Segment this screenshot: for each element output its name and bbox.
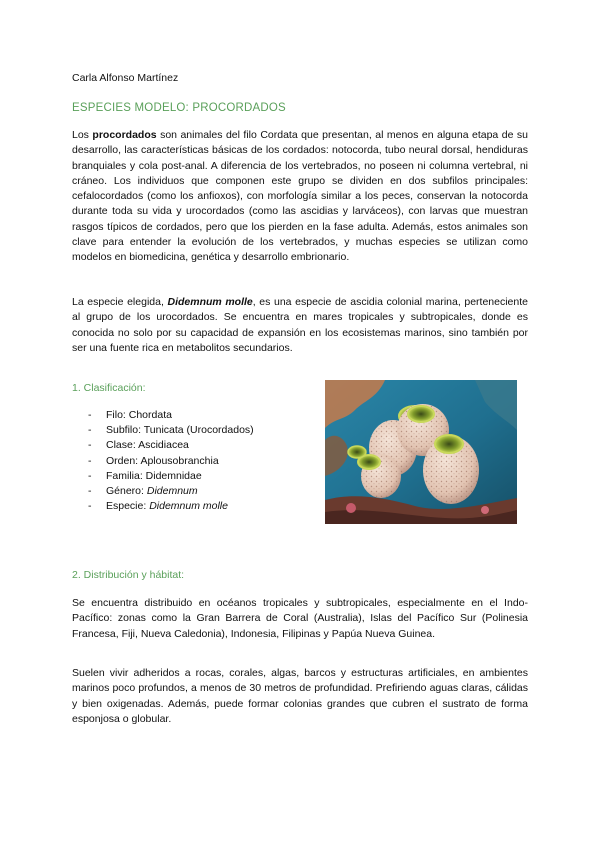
classification-list bbox=[88, 408, 254, 514]
list-item: - Género: Didemnum bbox=[88, 485, 198, 498]
list-item: - Filo: Chordata bbox=[88, 409, 172, 421]
document-title: ESPECIES MODELO: PROCORDADOS bbox=[72, 102, 286, 114]
species-name: Didemnum molle bbox=[167, 296, 253, 308]
species-post: , es una especie de ascidia colonial marina, perteneciente al grupo de los urocordados. Se encuentra en mares tropicales y subtropicales, donde es conocida no solo por su capacidad de expansión en los ecosistemas marinos, sino también por ser una fuente rica en metabolitos secundarios. bbox=[72, 296, 528, 354]
intro-paragraph bbox=[72, 128, 528, 266]
distribution-heading: 2. Distribución y hábitat: bbox=[72, 569, 185, 581]
author-name: Carla Alfonso Martínez bbox=[72, 72, 179, 84]
habitat-paragraph: Suelen vivir adheridos a rocas, corales, algas, barcos y estructuras artificiales, en ambientes marinos poco profundos, a menos de 30 metros de profundidad. Prefiriendo aguas claras, cálidas y bien oxigenadas. Además, puede formar colonias grandes que cubren el sustrato de forma esponjosa o globular. bbox=[72, 667, 528, 725]
intro-pre: Los bbox=[72, 129, 93, 141]
list-item: - Clase: Ascidiacea bbox=[88, 439, 189, 452]
distribution-paragraph: Se encuentra distribuido en océanos tropicales y subtropicales, especialmente en el Indo-Pacífico: zonas como la Gran Barrera de Coral (Australia), Islas del Pacífico Sur (Polinesia Francesa, Fiji, Nueva Caledonia), Indonesia, Filipinas y Papúa Nueva Guinea. bbox=[72, 597, 528, 640]
intro-post: son animales del filo Cordata que presentan, al menos en alguna etapa de su desarrollo, las características básicas de los cordados: notocorda, tubo neural dorsal, hendiduras branquiales y cola post-anal. A diferencia de los vertebrados, no poseen ni columna vertebral, ni cráneo. Los individuos que componen este grupo se dividen en dos subfilos principales: cefalocordados (como los anfioxos), con morfología similar a los peces, conservan la notocorda durante toda su vida y urocordados (como las ascidias y larváceos), con larvas que muestran rasgos típicos de cordados, pero que los pierden en la fase adulta. Además, estos animales son clave para entender la evolución de los vertebrados, y muchas especies se utilizan como modelos en biomedicina, genética y desarrollo embrionario. bbox=[72, 129, 528, 264]
list-item: - Subfilo: Tunicata (Urocordados) bbox=[88, 424, 254, 437]
list-item: - Familia: Didemnidae bbox=[88, 469, 202, 482]
intro-bold-term: procordados bbox=[92, 129, 157, 141]
classification-heading: 1. Clasificación: bbox=[72, 382, 146, 394]
didemnum-molle-photo bbox=[325, 380, 517, 524]
list-item: - Orden: Aplousobranchia bbox=[88, 454, 219, 467]
list-item: - Especie: Didemnum molle bbox=[88, 500, 228, 513]
species-pre: La especie elegida, bbox=[72, 296, 168, 308]
species-paragraph bbox=[72, 295, 528, 356]
